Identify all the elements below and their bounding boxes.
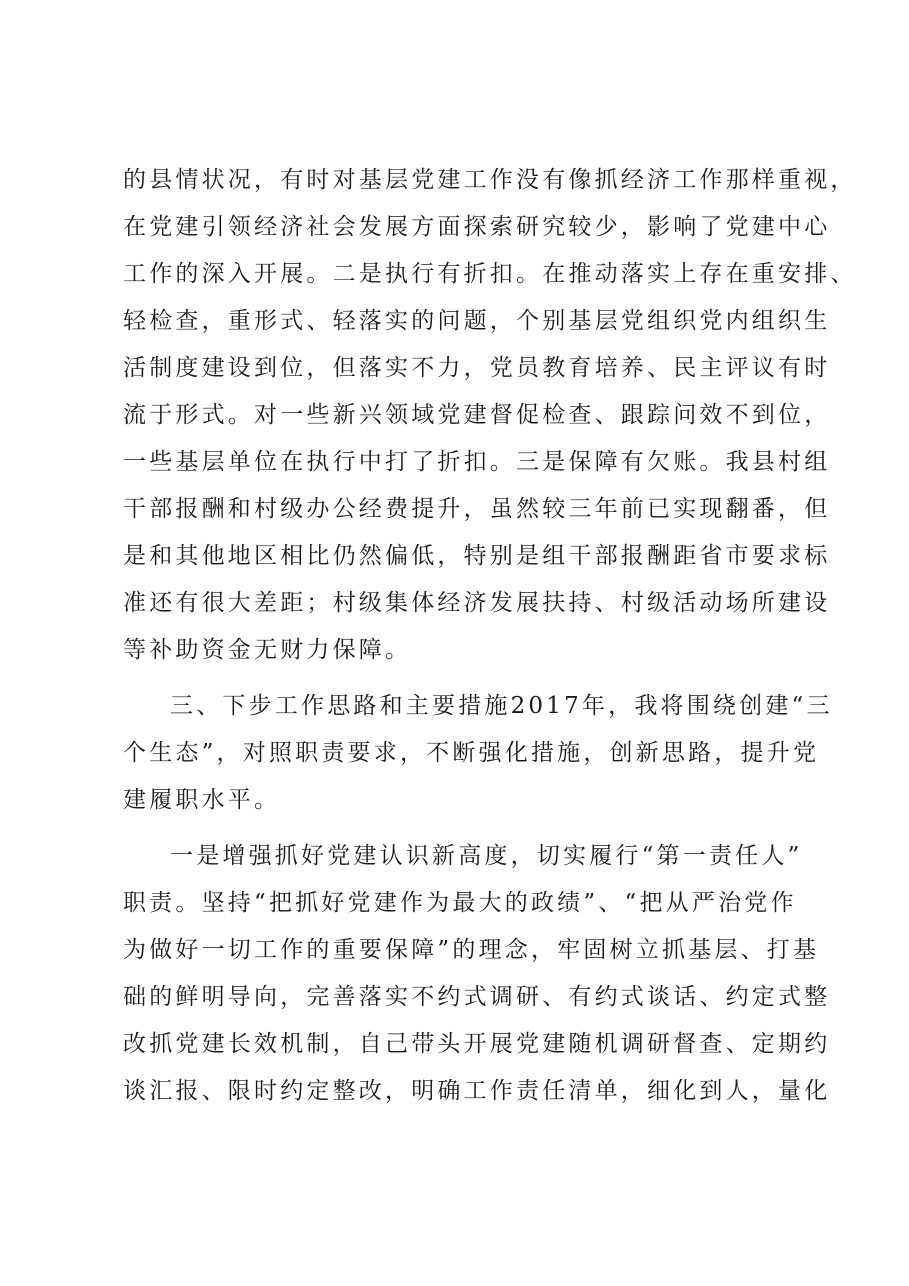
text-line: 职责。坚持“把抓好党建作为最大的政绩”、“把从严治党作 [123,890,797,916]
text-line: 一些基层单位在执行中打了折扣。三是保障有欠账。我县村组 [123,449,831,475]
text-line: 谈汇报、限时约定整改，明确工作责任清单，细化到人，量化 [123,1078,831,1104]
text-line: 工作的深入开展。二是执行有折扣。在推动落实上存在重安排、 [123,261,857,287]
text-line: 等补助资金无财力保障。 [123,637,412,663]
text-line: 础的鲜明导向，完善落实不约式调研、有约式谈话、约定式整 [123,984,831,1010]
text-line: 个生态”，对照职责要求，不断强化措施，创新思路，提升党 [123,740,820,766]
text-line: 干部报酬和村级办公经费提升，虽然较三年前已实现翻番，但 [123,496,831,522]
text-line: 准还有很大差距；村级集体经济发展扶持、村级活动场所建设 [123,590,831,616]
text-line: 的县情状况，有时对基层党建工作没有像抓经济工作那样重视， [123,167,857,193]
text-line: 轻检查，重形式、轻落实的问题，个别基层党组织党内组织生 [123,308,831,334]
text-line: 改抓党建长效机制，自己带头开展党建随机调研督查、定期约 [123,1031,831,1057]
text-line: 流于形式。对一些新兴领域党建督促检查、跟踪问效不到位， [123,402,831,428]
text-line: 是和其他地区相比仍然偏低，特别是组干部报酬距省市要求标 [123,543,831,569]
text-line: 在党建引领经济社会发展方面探索研究较少，影响了党建中心 [123,214,831,240]
text-line: 建履职水平。 [123,787,281,813]
text-line-indented: 三、下步工作思路和主要措施2017年，我将围绕创建“三 [170,693,833,719]
text-line: 活制度建设到位，但落实不力，党员教育培养、民主评议有时 [123,355,831,381]
text-line-indented: 一是增强抓好党建认识新高度，切实履行“第一责任人” [170,843,803,869]
text-line: 为做好一切工作的重要保障”的理念，牢固树立抓基层、打基 [123,937,820,963]
